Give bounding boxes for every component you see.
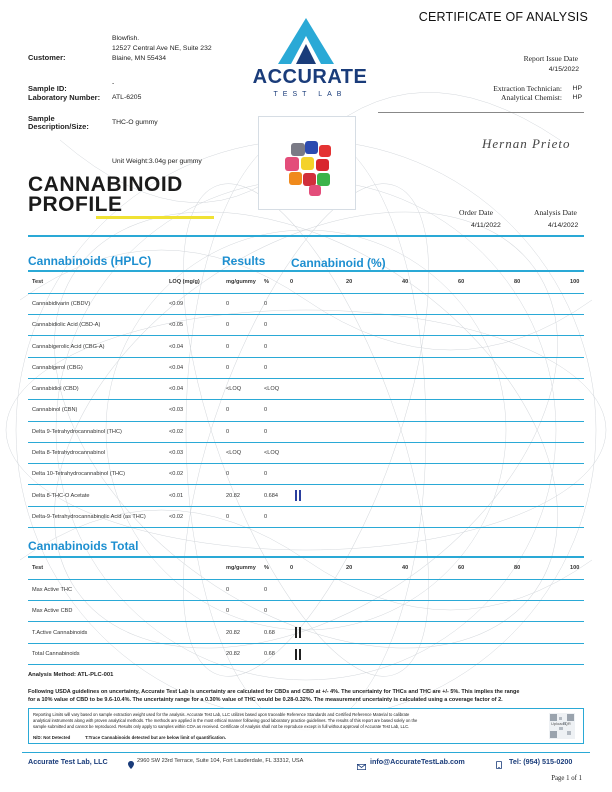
cell-test: Delta 9-Tetrahydrocannabinol (THC) [28,421,165,442]
table-row [28,506,584,527]
bar-area [293,358,573,378]
qr-code-label: Upload QR [551,721,571,726]
signature: Hernan Prieto [482,136,571,151]
chart-tick-label: 100 [570,565,580,571]
cell-mg: 0 [222,293,260,314]
cell-test: Cannabigerolic Acid (CBG-A) [28,336,165,357]
profile-title-line2: PROFILE [28,193,123,216]
disclaimer-line1: Reporting Limits will vary based on sample extraction weight used for the analysis. Accurate Test Lab, LLC utilizes based upon traceable Reference Standards and Certified Reference Material to calibrate [33,712,410,717]
bar-area [293,315,573,335]
cell-bar [289,506,584,527]
totals-cell-pct: 0.68 [260,622,289,643]
table-row [28,357,584,378]
cell-loq: <0.02 [165,464,222,485]
cell-bar [289,421,584,442]
cell-bar [289,485,584,506]
cell-test: Cannabidiolic Acid (CBD-A) [28,315,165,336]
totals-cell-bar [289,579,584,600]
cell-loq: <0.09 [165,293,222,314]
chart-tick-label: 80 [514,279,521,285]
totals-cell-pct: 0 [260,601,289,622]
cell-pct: 0 [260,464,289,485]
results-section-title: Results [222,254,266,268]
cell-pct: <LOQ [260,378,289,399]
sample-description-value: THC-O gummy [112,119,158,126]
accurate-logo-mark [276,16,336,66]
totals-row [28,601,584,622]
cell-loq: <0.05 [165,315,222,336]
totals-cell-mg: 20.82 [222,643,260,664]
totals-cell-bar [289,601,584,622]
customer-label: Customer: [28,53,66,62]
bar-area [293,485,573,505]
cell-bar [289,336,584,357]
chart-tick-label: 40 [402,565,409,571]
sample-description-label-line2: Description/Size: [28,122,89,131]
footer-phone: Tel: (954) 515-0200 [509,757,573,766]
totals-cell-test: T.Active Cannabinoids [28,622,222,643]
chart-bar [299,649,301,660]
cell-bar [289,315,584,336]
cell-mg: 0 [222,421,260,442]
footer-rule [22,752,590,753]
qr-code-icon [549,713,575,739]
bar-area [293,644,573,664]
totals-header-test: Test [28,558,222,579]
phone-icon [496,756,502,774]
totals-header-pct: % [260,558,289,579]
cell-pct: 0 [260,293,289,314]
bar-area [293,294,573,314]
cell-bar [289,293,584,314]
gummy-image [259,117,355,209]
cell-bar [289,357,584,378]
cell-mg: 20.82 [222,485,260,506]
cell-test: Delta 8-THC-O Acetate [28,485,165,506]
totals-header-row [28,558,584,579]
lab-number-label: Laboratory Number: [28,93,101,102]
trace-note: T:Trace Cannabinoids detected but are below limit of quantification. [85,735,227,740]
totals-cell-test: Max Active THC [28,579,222,600]
certificate-title: CERTIFICATE OF ANALYSIS [418,10,588,24]
chart-tick-label: 60 [458,279,465,285]
logo-wordmark: ACCURATE [252,66,368,88]
table-row [28,464,584,485]
cell-pct: <LOQ [260,442,289,463]
table-row [28,485,584,506]
cell-loq: <0.04 [165,336,222,357]
disclaimer-box [28,708,584,744]
cell-bar [289,464,584,485]
bar-area [293,601,573,621]
cell-mg: <LOQ [222,442,260,463]
uncertainty-line1: Following USDA guidelines on uncertainty, Accurate Test Lab is uncertainty are calculated for CBDs and CBD at +/- 4%. The uncertainty for THCs and THC are +/- 5%. This implies the range [28,689,520,695]
footer-email[interactable]: info@AccurateTestLab.com [370,757,465,766]
cell-loq: <0.02 [165,421,222,442]
cell-pct: 0 [260,421,289,442]
cell-test: Delta 10-Tetrahydrocannabinol (THC) [28,464,165,485]
signature-line [378,112,584,113]
totals-cell-pct: 0 [260,579,289,600]
cell-test: Delta-9-Tetrahydrocannabinolic Acid (as THC) [28,506,165,527]
cell-mg: 0 [222,315,260,336]
hplc-section-title: Cannabinoids (HPLC) [28,254,152,268]
table-row [28,336,584,357]
analysis-method: Analysis Method: ATL-PLC-001 [28,672,114,678]
chart-axis-header [289,272,584,293]
sample-id-label: Sample ID: [28,84,67,93]
unit-weight: Unit Weight:3.04g per gummy [112,158,202,165]
cell-loq: <0.04 [165,357,222,378]
profile-title-underline [96,216,214,219]
cell-test: Cannabidiol (CBD) [28,378,165,399]
cell-pct: 0 [260,315,289,336]
chart-bar [295,490,297,501]
cell-test: Cannabigerol (CBG) [28,357,165,378]
bar-area [293,379,573,399]
customer-address-line1: 12527 Central Ave NE, Suite 232 [112,45,212,52]
chart-bar [299,490,301,501]
uncertainty-line2: for a 10% value of CBD to be 9.6-10.4%. The uncertainty range for a 0.30% value of THC would be 0.28-0.32%. The measurement uncertainty is calculated using a coverage factor of 2. [28,697,503,703]
cell-loq: <0.03 [165,442,222,463]
totals-header-mg: mg/gummy [222,558,260,579]
cell-mg: 0 [222,336,260,357]
logo-subtitle: TEST LAB [273,91,347,98]
totals-cell-test: Total Cannabinoids [28,643,222,664]
report-issue-label: Report Issue Date [523,54,578,63]
cell-test: Delta 8-Tetrahydrocannabinol [28,442,165,463]
cell-loq: <0.03 [165,400,222,421]
totals-cell-bar [289,643,584,664]
lab-number-value: ATL-6205 [112,94,142,101]
bar-area [293,622,573,642]
footer-company: Accurate Test Lab, LLC [28,757,108,766]
disclaimer-line2: analytical instruments along with proven analytical methods. The methods are applied in the most ethical manner following good laboratory practice guidelines. The results of this report are based solely on the [33,718,418,723]
analysis-date-value: 4/14/2022 [548,222,579,229]
chart-tick-label: 40 [402,279,409,285]
section-rule-top [28,235,584,237]
analysis-date-label: Analysis Date [534,208,577,217]
profile-title-line1: CANNABINOID [28,173,183,196]
header-pct: % [260,272,289,293]
totals-row [28,579,584,600]
cell-pct: 0.684 [260,485,289,506]
cannabinoid-chart-title: Cannabinoid (%) [291,256,386,270]
cell-pct: 0 [260,400,289,421]
bar-area [293,464,573,484]
bar-area [293,336,573,356]
totals-cell-bar [289,622,584,643]
cell-loq: <0.04 [165,378,222,399]
chart-tick-label: 20 [346,565,353,571]
chart-tick-label: 60 [458,565,465,571]
totals-cell-test: Max Active CBD [28,601,222,622]
customer-name: Blowfish. [112,35,140,42]
email-icon [357,757,366,775]
cell-mg: <LOQ [222,378,260,399]
totals-section-title: Cannabinoids Total [28,539,139,553]
order-date-value: 4/11/2022 [471,222,501,229]
cell-bar [289,400,584,421]
bar-area [293,400,573,420]
extraction-technician-label: Extraction Technician: [493,84,562,93]
chart-tick-label: 0 [290,565,294,571]
chart-bar [295,649,297,660]
totals-row [28,622,584,643]
totals-chart-axis-header [289,558,584,579]
chart-bar [295,627,297,638]
bar-area [293,443,573,463]
totals-cell-mg: 0 [222,601,260,622]
cell-pct: 0 [260,506,289,527]
location-pin-icon [128,756,134,764]
chart-tick-label: 0 [290,279,294,285]
cell-test: Cannabidivarin (CBDV) [28,293,165,314]
totals-cell-pct: 0.68 [260,643,289,664]
totals-cell-mg: 0 [222,579,260,600]
chart-bar [299,627,301,638]
extraction-technician-value: HP [572,85,582,92]
totals-cell-mg: 20.82 [222,622,260,643]
cell-test: Cannabinol (CBN) [28,400,165,421]
cannabinoids-hplc-table [28,272,584,528]
header-test: Test [28,272,165,293]
table-row [28,315,584,336]
table-row [28,378,584,399]
cell-pct: 0 [260,357,289,378]
cell-loq: <0.01 [165,485,222,506]
report-issue-date: 4/15/2022 [548,66,579,73]
bar-area [293,580,573,600]
bar-area [293,507,573,527]
page-number: Page 1 of 1 [551,775,582,782]
bar-area [293,422,573,442]
cell-pct: 0 [260,336,289,357]
totals-row [28,643,584,664]
order-date-label: Order Date [459,208,493,217]
table-row [28,400,584,421]
not-detected-note: N/D: Not Detected [33,735,71,740]
cell-mg: 0 [222,464,260,485]
customer-address-line2: Blaine, MN 55434 [112,55,167,62]
chart-tick-label: 80 [514,565,521,571]
cell-mg: 0 [222,400,260,421]
table-row [28,293,584,314]
cell-loq: <0.02 [165,506,222,527]
chart-tick-label: 20 [346,279,353,285]
cell-bar [289,442,584,463]
cell-mg: 0 [222,506,260,527]
table-header-row [28,272,584,293]
sample-description-label-line1: Sample [28,114,55,123]
header-mg: mg/gummy [222,272,260,293]
cannabinoids-total-table [28,558,584,665]
analytical-chemist-label: Analytical Chemist: [501,93,562,102]
sample-id-value: - [112,80,115,87]
cell-bar [289,378,584,399]
cell-mg: 0 [222,357,260,378]
disclaimer-line3: sample submitted and cannot be reproduced. Results only apply to samples within COA as received. Certificate of Analysis shall not be reproduce except in full without approval of Accurate Test Lab, LLC. [33,724,410,729]
table-row [28,442,584,463]
cannabinoid-profile-title [28,175,183,215]
table-row [28,421,584,442]
footer-address: 2960 SW 23rd Terrace, Suite 104, Fort Lauderdale, FL 33312, USA [137,758,304,764]
header-loq: LOQ (mg/g) [165,272,222,293]
chart-tick-label: 100 [570,279,580,285]
product-photo [258,116,356,210]
analytical-chemist-value: HP [572,94,582,101]
